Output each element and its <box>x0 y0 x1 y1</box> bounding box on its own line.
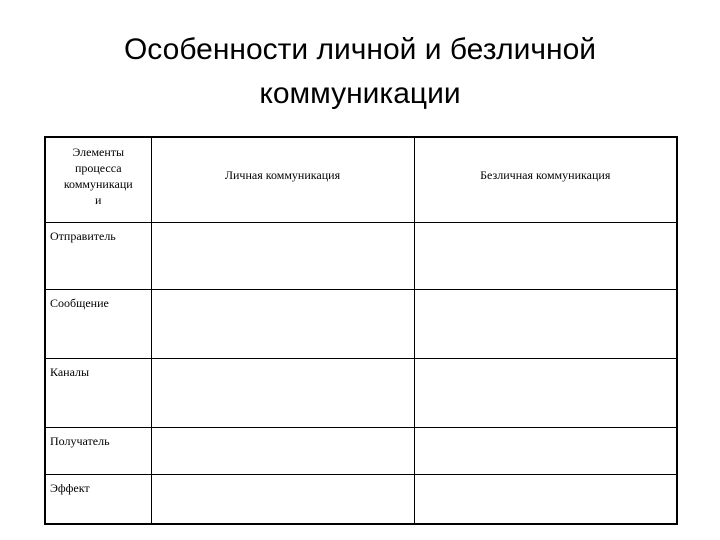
table-row <box>45 428 677 475</box>
slide-title-line-2: коммуникации <box>259 77 461 110</box>
row-label-message: Сообщение <box>45 290 151 359</box>
header-elements <box>45 137 151 223</box>
slide-title <box>40 28 680 116</box>
header-elements-line-1: Элементы <box>72 145 125 159</box>
row-label-receiver: Получатель <box>45 428 151 475</box>
table-row <box>45 359 677 428</box>
slide-title-line-1: Особенности личной и безличной <box>123 33 597 66</box>
cell-channels-impersonal[interactable] <box>414 359 677 428</box>
cell-channels-personal[interactable] <box>151 359 414 428</box>
header-personal: Личная коммуникация <box>151 137 414 223</box>
cell-sender-personal[interactable] <box>151 223 414 290</box>
header-elements-line-2: процесса <box>74 161 122 175</box>
table-row <box>45 223 677 290</box>
table-row <box>45 475 677 525</box>
cell-message-impersonal[interactable] <box>414 290 677 359</box>
table-header-row <box>45 137 677 223</box>
row-label-channels: Каналы <box>45 359 151 428</box>
cell-receiver-personal[interactable] <box>151 428 414 475</box>
row-label-sender: Отправитель <box>45 223 151 290</box>
header-elements-line-3: коммуникаци <box>63 177 133 191</box>
cell-effect-impersonal[interactable] <box>414 475 677 525</box>
header-elements-line-4: и <box>95 193 102 207</box>
row-label-effect: Эффект <box>45 475 151 525</box>
table-row <box>45 290 677 359</box>
cell-sender-impersonal[interactable] <box>414 223 677 290</box>
header-impersonal: Безличная коммуникация <box>414 137 677 223</box>
comparison-table <box>44 136 678 525</box>
cell-effect-personal[interactable] <box>151 475 414 525</box>
cell-receiver-impersonal[interactable] <box>414 428 677 475</box>
cell-message-personal[interactable] <box>151 290 414 359</box>
